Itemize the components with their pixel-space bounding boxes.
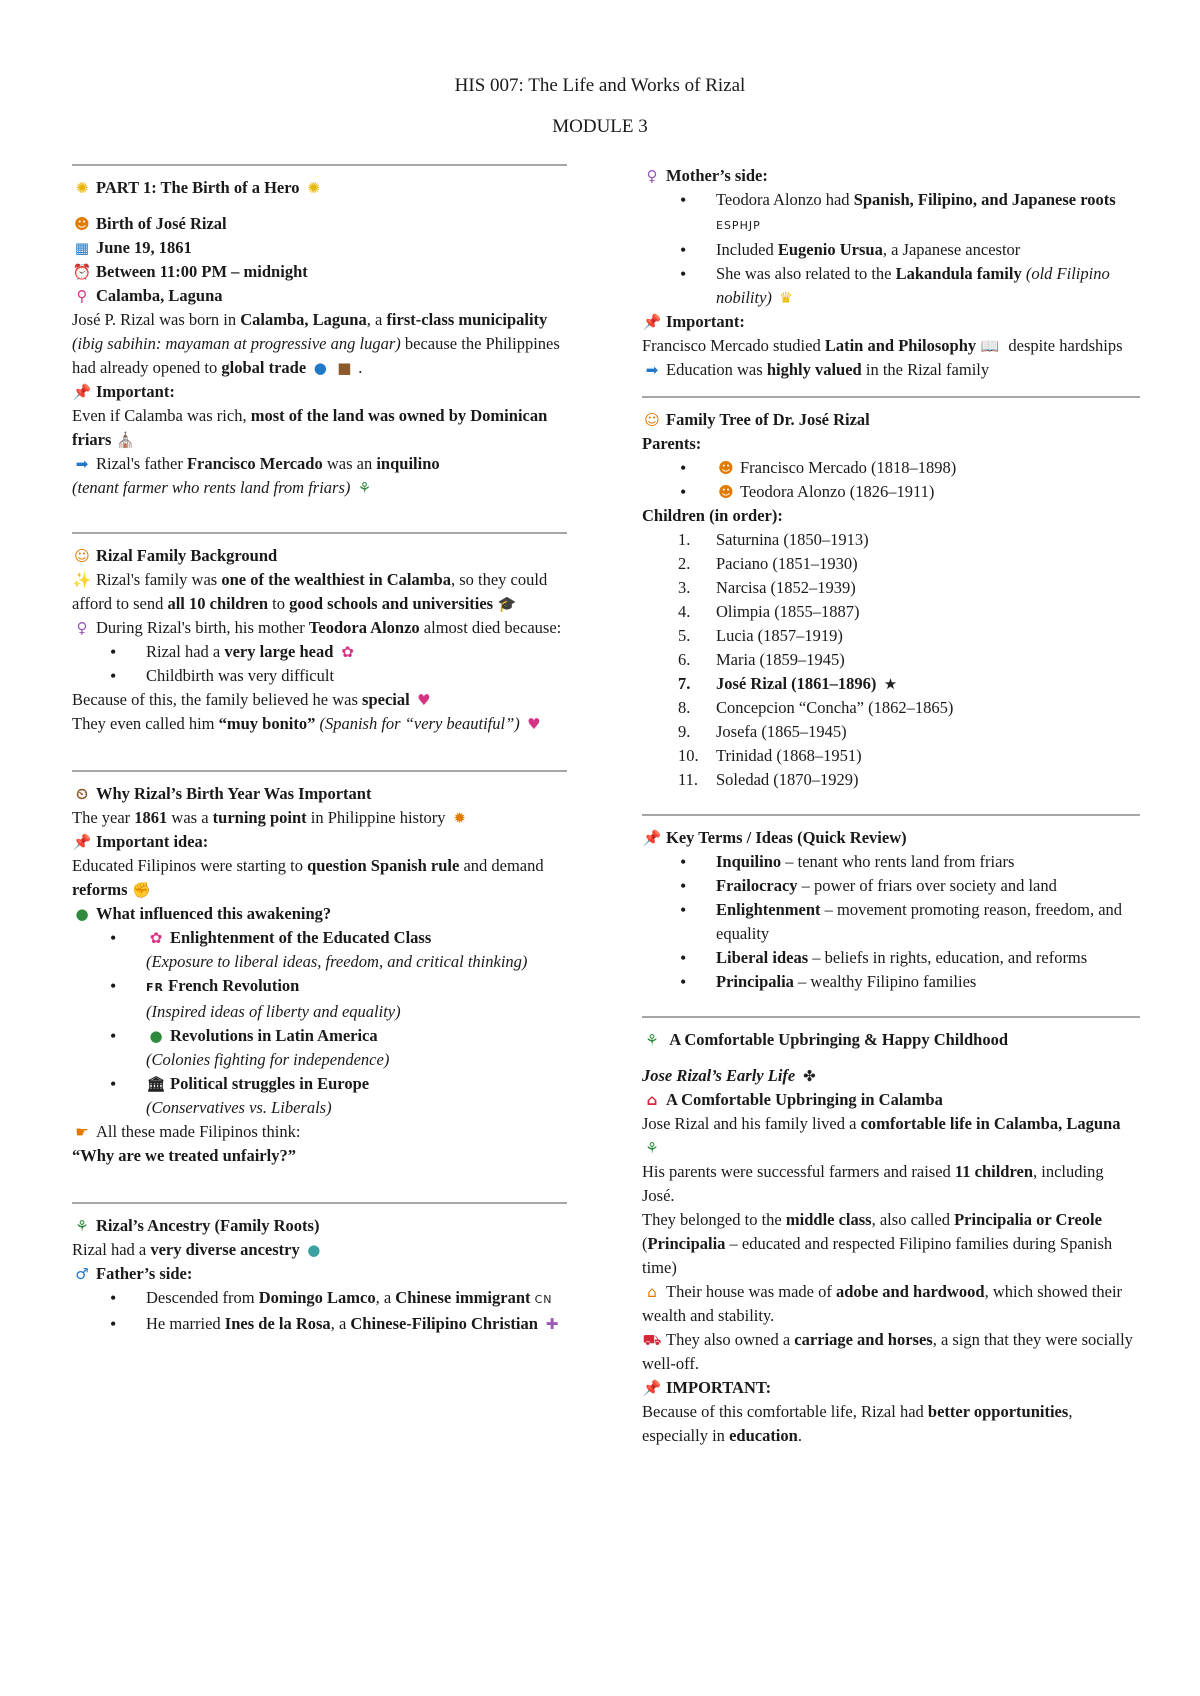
compass-icon: ✹ bbox=[453, 809, 466, 827]
left-column bbox=[72, 164, 567, 1360]
divider bbox=[72, 532, 567, 534]
raised-fist-icon: ✊ bbox=[132, 881, 152, 899]
brain-icon: ✿ bbox=[149, 929, 163, 947]
seedling-icon: ⚘ bbox=[75, 1217, 89, 1235]
book-icon: 📖 bbox=[980, 337, 1000, 355]
globe-icon: ● bbox=[75, 905, 89, 923]
section-ancestry: ⚘ Rizal’s Ancestry (Family Roots) Rizal had a very diverse ancestry ● ♂ Father’s side: • Descended from Domingo Lamco, a Chinese immigrant CN • He married Ines de la Rosa, a Chinese-Filipino Christian ✚ bbox=[72, 1202, 567, 1336]
divider bbox=[642, 814, 1140, 816]
module-title: MODULE 3 bbox=[552, 116, 648, 137]
section-upbringing: ⚘ A Comfortable Upbringing & Happy Childhood Jose Rizal’s Early Life ✤ ⌂ A Comfortable Upbringing in Calamba Jose Rizal and his family lived a comfortable life in Calamba, Laguna ⚘ His parents were successful farmers and raised 11 children, including José. They belonged to the middle class, also called Principalia or Creole (Principalia – educated and respected Filipino families during Spanish time) ⌂ Their house was made of adobe and hardwood, which showed their wealth and stability. ⛟ They also owned a carriage and horses, a sign that they were socially well-off. 📌 IMPORTANT: Because of this comfortable life, Rizal had better opportunities, especially in education. bbox=[642, 1016, 1140, 1448]
heart-icon: ♥ bbox=[417, 691, 431, 709]
children-list bbox=[642, 528, 1140, 792]
list-item: 11. Soledad (1870–1929) bbox=[678, 770, 859, 789]
pushpin-icon: 📌 bbox=[642, 829, 662, 847]
flag-fr-icon: FR bbox=[146, 981, 164, 994]
section-key-terms bbox=[642, 814, 1140, 994]
arrow-right-icon: ➡ bbox=[645, 361, 659, 379]
house-icon: ⌂ bbox=[646, 1091, 658, 1109]
seedling-icon: ⚘ bbox=[645, 1031, 659, 1049]
woman-icon: ☻ bbox=[718, 483, 734, 501]
family-icon: ☺ bbox=[644, 411, 660, 429]
right-column bbox=[642, 164, 1140, 1472]
divider bbox=[72, 1202, 567, 1204]
list-item: • Included Eugenio Ursua, a Japanese ancestor bbox=[642, 238, 1140, 262]
crop-icon: ⚘ bbox=[357, 479, 372, 497]
list-item: • Teodora Alonzo had Spanish, Filipino, and Japanese roots ESPHJP bbox=[642, 188, 1140, 238]
pin-icon: ⚲ bbox=[76, 287, 88, 305]
part1-title: PART 1: The Birth of a Hero bbox=[96, 178, 300, 197]
divider bbox=[642, 396, 1140, 398]
birth-place: Calamba, Laguna bbox=[96, 286, 223, 305]
sparkle-icon: ✺ bbox=[75, 179, 89, 197]
list-item: 3. Narcisa (1852–1939) bbox=[678, 578, 856, 597]
divider bbox=[72, 164, 567, 166]
woman-icon: ♀ bbox=[646, 167, 658, 185]
pushpin-icon: 📌 bbox=[642, 313, 662, 331]
list-item: • FR French Revolution (Inspired ideas of liberty and equality) bbox=[72, 974, 567, 1024]
list-item: • ☻ Teodora Alonzo (1826–1911) bbox=[642, 480, 1140, 504]
divider bbox=[642, 1016, 1140, 1018]
star-icon: ★ bbox=[883, 675, 898, 693]
list-item: 1. Saturnina (1850–1913) bbox=[678, 530, 869, 549]
upbringing-title: A Comfortable Upbringing & Happy Childhood bbox=[669, 1030, 1008, 1049]
family-bg-title: Rizal Family Background bbox=[96, 546, 278, 565]
house-icon: ⌂ bbox=[647, 1283, 657, 1301]
pointing-hand-icon: ☛ bbox=[75, 1123, 89, 1141]
flag-cn-icon: CN bbox=[534, 1293, 553, 1306]
arrow-right-icon: ➡ bbox=[75, 455, 89, 473]
list-item: • ✿ Enlightenment of the Educated Class (Exposure to liberal ideas, freedom, and critical thinking) bbox=[72, 926, 567, 974]
friars-paragraph: Even if Calamba was rich, most of the land was owned by Dominican friars ⛪ bbox=[72, 404, 567, 452]
birth-paragraph: José P. Rizal was born in Calamba, Laguna, a first-class municipality (ibig sabihin: mayaman at progressive ang lugar) because the Philippines had already opened to global trade ● ■ . bbox=[72, 308, 567, 380]
parents-label: Parents: bbox=[642, 434, 702, 453]
package-icon: ■ bbox=[337, 359, 352, 377]
clock-icon: ⏲ bbox=[76, 785, 88, 803]
course-title: HIS 007: The Life and Works of Rizal bbox=[454, 75, 746, 96]
baby-icon: ☻ bbox=[74, 215, 90, 233]
important-label: Important: bbox=[96, 382, 175, 401]
alarm-clock-icon: ⏰ bbox=[72, 263, 92, 281]
list-item: 4. Olimpia (1855–1887) bbox=[678, 602, 860, 621]
section-family-background: ☺ Rizal Family Background ✨ Rizal's family was one of the wealthiest in Calamba, so they could afford to send all 10 children to good schools and universities 🎓 ♀ During Rizal's birth, his mother Teodora Alonzo almost died because: • Rizal had a very large head ✿ • Childbirth was very difficult Because of this, the family believed he was special ♥ They even called him “muy bonito” (Spanish for “very beautiful”) ♥ bbox=[72, 532, 567, 736]
family-tree-title: Family Tree of Dr. José Rizal bbox=[666, 410, 870, 429]
graduation-cap-icon: 🎓 bbox=[497, 595, 517, 613]
section-part1 bbox=[72, 164, 567, 500]
flags-es-ph-jp-icon: ESPHJP bbox=[716, 219, 761, 232]
carriage-icon: ⛟ bbox=[642, 1331, 662, 1349]
puzzle-icon: ✤ bbox=[803, 1067, 816, 1085]
section-birth-year: ⏲ Why Rizal’s Birth Year Was Important The year 1861 was a turning point in Philippine history ✹ 📌 Important idea: Educated Filipinos were starting to question Spanish rule and demand reforms ✊ ● What influenced this awakening? • ✿ Enlightenment of the Educated Class (Exposure to liberal ideas, freedom, and critical thinking) • FR French Revolution (Inspired ideas of liberty and equality) • ● Revolutions in Latin America (Colonies fighting for independence) • 🏛 Political struggles in Europe (Conservatives vs. Liberals) ☛ All these made Filipinos think: “Why are we treated unfairly?” bbox=[72, 770, 567, 1168]
list-item: 10. Trinidad (1868–1951) bbox=[678, 746, 862, 765]
key-terms-title: Key Terms / Ideas (Quick Review) bbox=[666, 828, 907, 847]
list-item: 5. Lucia (1857–1919) bbox=[678, 626, 843, 645]
inquilino-paragraph: ➡ Rizal's father Francisco Mercado was an inquilino (tenant farmer who rents land from friars) ⚘ bbox=[72, 452, 567, 500]
crown-icon: ♛ bbox=[779, 289, 793, 307]
list-item: • Childbirth was very difficult bbox=[72, 664, 567, 688]
crop-icon: ⚘ bbox=[645, 1139, 659, 1157]
unfair-question: “Why are we treated unfairly?” bbox=[72, 1146, 296, 1165]
cross-icon: ✚ bbox=[545, 1315, 559, 1333]
mother-icon: ♀ bbox=[76, 619, 88, 637]
section-mother-side: ♀ Mother’s side: • Teodora Alonzo had Spanish, Filipino, and Japanese roots ESPHJP • Included Eugenio Ursua, a Japanese ancestor • She was also related to the Lakandula family (old Filipino nobility) ♛ 📌 Important: Francisco Mercado studied Latin and Philosophy 📖 despite hardships ➡ Education was highly valued in the Rizal family bbox=[642, 164, 1140, 382]
list-item: • Descended from Domingo Lamco, a Chinese immigrant CN bbox=[72, 1286, 567, 1312]
man-icon: ☻ bbox=[718, 459, 734, 477]
birth-date: June 19, 1861 bbox=[96, 238, 192, 257]
classical-building-icon: 🏛 bbox=[146, 1075, 166, 1093]
sparkle-icon: ✺ bbox=[307, 179, 320, 197]
list-item: 8. Concepcion “Concha” (1862–1865) bbox=[678, 698, 954, 717]
globe-americas-icon: ● bbox=[149, 1027, 163, 1045]
list-item: 7. José Rizal (1861–1896) ★ bbox=[642, 672, 1140, 696]
list-item: • She was also related to the Lakandula family (old Filipino nobility) ♛ bbox=[642, 262, 1140, 310]
sparkles-icon: ✨ bbox=[72, 571, 92, 589]
section-family-tree bbox=[642, 396, 1140, 792]
list-item: • Inquilino – tenant who rents land from friars bbox=[642, 850, 1140, 874]
list-item: • ● Revolutions in Latin America (Colonies fighting for independence) bbox=[72, 1024, 567, 1072]
calendar-icon: ▦ bbox=[74, 239, 90, 257]
birth-year-title: Why Rizal’s Birth Year Was Important bbox=[96, 784, 372, 803]
pushpin-icon: 📌 bbox=[72, 833, 92, 851]
family-icon: ☺ bbox=[74, 547, 90, 565]
early-life-subtitle: Jose Rizal’s Early Life bbox=[642, 1066, 796, 1085]
globe-icon: ● bbox=[307, 1241, 321, 1259]
list-item: • ☻ Francisco Mercado (1818–1898) bbox=[642, 456, 1140, 480]
divider bbox=[72, 770, 567, 772]
list-item: 6. Maria (1859–1945) bbox=[678, 650, 845, 669]
pushpin-icon: 📌 bbox=[72, 383, 92, 401]
list-item: 9. Josefa (1865–1945) bbox=[678, 722, 847, 741]
list-item: 2. Paciano (1851–1930) bbox=[678, 554, 858, 573]
list-item: • Enlightenment – movement promoting reason, freedom, and equality bbox=[642, 898, 1140, 946]
list-item: • Frailocracy – power of friars over society and land bbox=[642, 874, 1140, 898]
pushpin-icon: 📌 bbox=[642, 1379, 662, 1397]
list-item: • 🏛 Political struggles in Europe (Conservatives vs. Liberals) bbox=[72, 1072, 567, 1120]
man-icon: ♂ bbox=[75, 1265, 89, 1283]
brain-icon: ✿ bbox=[341, 643, 354, 661]
birth-title: Birth of José Rizal bbox=[96, 214, 227, 233]
list-item: • Liberal ideas – beliefs in rights, education, and reforms bbox=[642, 946, 1140, 970]
document-header bbox=[0, 74, 1200, 139]
list-item: • He married Ines de la Rosa, a Chinese-Filipino Christian ✚ bbox=[72, 1312, 567, 1336]
church-icon: ⛪ bbox=[116, 431, 135, 449]
list-item: • Rizal had a very large head ✿ bbox=[72, 640, 567, 664]
list-item: • Principalia – wealthy Filipino families bbox=[642, 970, 1140, 994]
ancestry-title: Rizal’s Ancestry (Family Roots) bbox=[96, 1216, 320, 1235]
sparkling-heart-icon: ♥ bbox=[527, 715, 541, 733]
globe-icon: ● bbox=[313, 359, 327, 377]
children-label: Children (in order): bbox=[642, 506, 783, 525]
birth-time: Between 11:00 PM – midnight bbox=[96, 262, 308, 281]
